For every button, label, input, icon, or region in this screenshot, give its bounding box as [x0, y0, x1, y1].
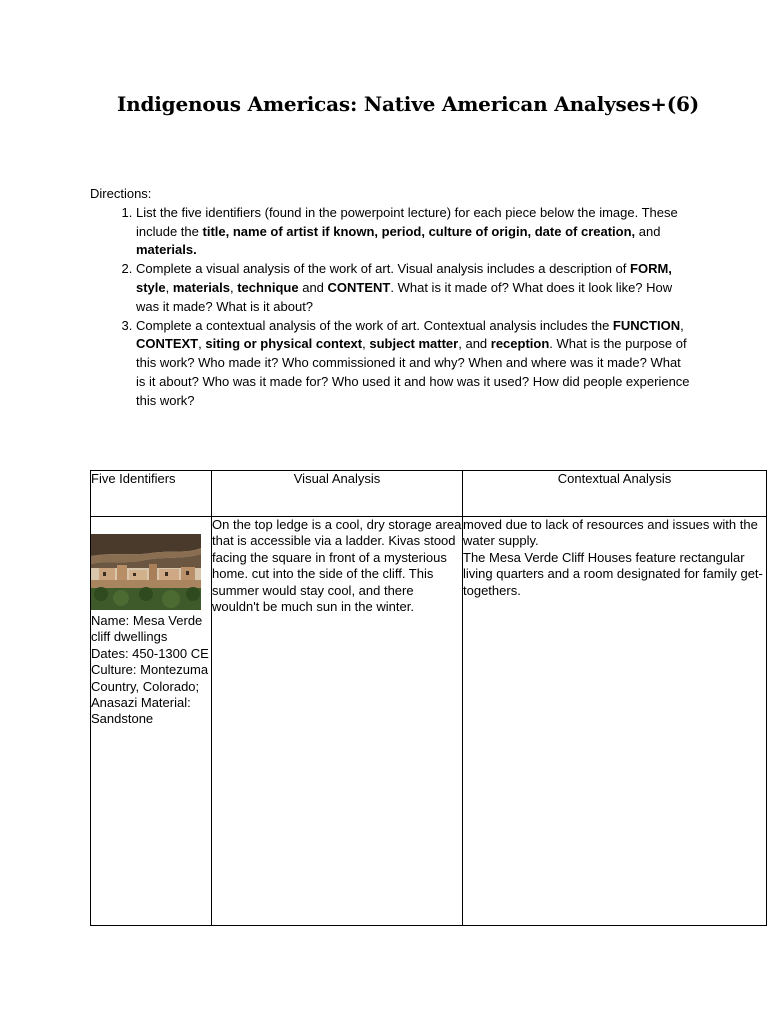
direction-item-identifiers	[136, 204, 690, 260]
analysis-table	[90, 470, 767, 926]
page-title: Indigenous Americas: Native American Analyses+(6)	[117, 92, 699, 116]
direction-emphasis-text: FUNCTION	[612, 317, 681, 333]
direction-emphasis-text: CONTEXT	[136, 336, 199, 352]
visual-analysis-cell: On the top ledge is a cool, dry storage area that is accessible via a ladder. Kivas stood facing the square in front of a mysterious home. cut into the side of the cliff. This summer would stay cool, and there wouldn't be much sun in the winter.	[212, 517, 463, 926]
identifiers-cell	[91, 517, 212, 926]
contextual-analysis-paragraph: The Mesa Verde Cliff Houses feature rectangular living quarters and a room designated for family get-togethers.	[463, 549, 763, 598]
direction-text: and	[298, 279, 328, 295]
direction-text: ,	[362, 336, 370, 352]
table-header-row	[91, 471, 767, 517]
direction-emphasis-text: siting or physical context	[205, 336, 363, 352]
direction-emphasis-text: materials.	[136, 242, 197, 258]
header-five-identifiers: Five Identifiers	[91, 471, 212, 517]
header-contextual-analysis: Contextual Analysis	[463, 471, 767, 517]
direction-text: ,	[680, 317, 684, 333]
direction-emphasis-text: technique	[237, 279, 299, 295]
contextual-analysis-cell	[463, 517, 767, 926]
direction-item-visual-analysis	[136, 260, 690, 316]
direction-emphasis-text: subject matter	[369, 336, 459, 352]
direction-text: . What is it made of? What does it look like? How was it made? What is it about?	[136, 279, 673, 314]
mesa-verde-photo	[91, 534, 201, 610]
contextual-analysis-paragraph: moved due to lack of resources and issues with the water supply.	[463, 517, 758, 549]
identifier-culture: Culture: Montezuma Country, Colorado;	[91, 662, 209, 694]
identifier-dates: Dates: 450-1300 CE	[91, 645, 209, 661]
direction-text: List the five identifiers (found in the powerpoint lecture) for each piece below the image. These include the	[136, 204, 678, 239]
direction-text: Complete a contextual analysis of the work of art. Contextual analysis includes the	[136, 317, 613, 333]
direction-emphasis-text: reception	[490, 336, 550, 352]
identifier-name: Name: Mesa Verde cliff dwellings	[91, 613, 203, 645]
identifier-material: Anasazi Material: Sandstone	[91, 695, 191, 727]
direction-emphasis-text: CONTENT	[327, 279, 391, 295]
header-visual-analysis: Visual Analysis	[212, 471, 463, 517]
direction-text: ,	[198, 336, 206, 352]
direction-text: , and	[458, 336, 491, 352]
direction-text: ,	[165, 279, 173, 295]
direction-text: . What is the purpose of this work? Who made it? Who commissioned it and why? When and where was it made? What is it about? Who was it made for? Who used it and how was it used? How did people experience this work?	[136, 336, 690, 408]
direction-text: Complete a visual analysis of the work of art. Visual analysis includes a description of	[136, 261, 631, 277]
direction-emphasis-text: FORM, style	[136, 261, 672, 295]
table-row	[91, 517, 767, 926]
directions-list	[90, 204, 690, 411]
direction-emphasis-text: materials	[172, 279, 230, 295]
direction-emphasis-text: title, name of artist if known, period, culture of origin, date of creation,	[202, 223, 636, 239]
directions-label: Directions:	[90, 186, 152, 201]
direction-text: ,	[229, 279, 238, 295]
direction-item-contextual-analysis	[136, 317, 690, 411]
directions-section	[90, 185, 690, 411]
direction-text: and	[635, 223, 661, 239]
